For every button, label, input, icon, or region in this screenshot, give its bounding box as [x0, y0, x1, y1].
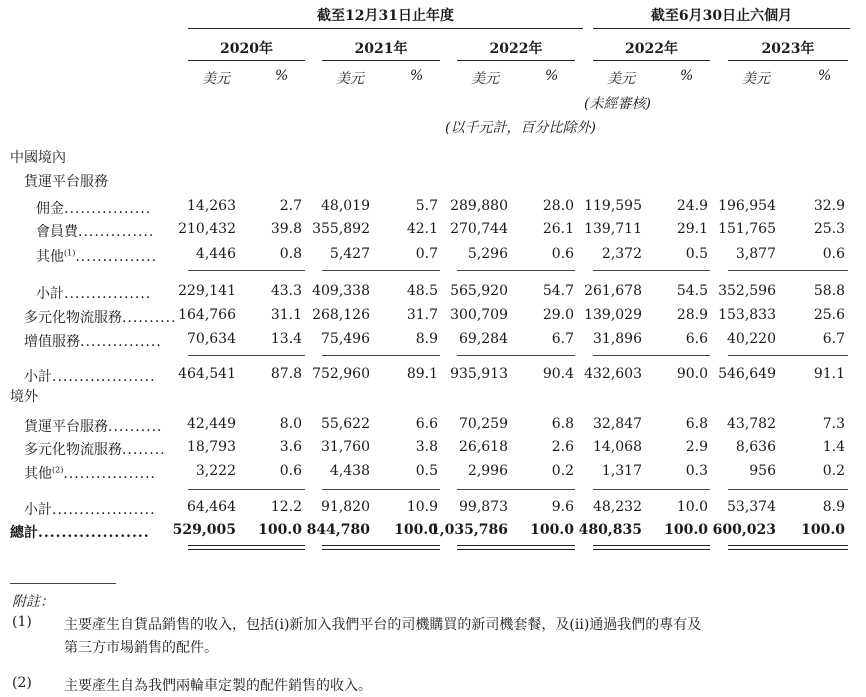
percent-cell: 6.8 [685, 416, 708, 432]
total-double-rule [728, 545, 848, 550]
amount-cell: 14,068 [593, 439, 642, 455]
leader-dots: ................... [38, 525, 150, 541]
amount-cell: 844,780 [306, 522, 370, 538]
unit-pct-label: % [818, 68, 832, 84]
section-domestic: 中國境內 [10, 150, 66, 166]
footnote-2-text: 主要產生自為我們兩輪車定製的配件銷售的收入。 [64, 678, 372, 694]
amount-cell: 289,880 [450, 198, 508, 214]
leader-dots: ................... [52, 502, 156, 518]
row-label [36, 221, 154, 241]
amount-cell: 26,618 [459, 439, 508, 455]
footnote-separator [10, 583, 116, 584]
percent-cell: 89.1 [406, 366, 438, 382]
amount-cell: 18,793 [187, 439, 236, 455]
percent-cell: 87.8 [270, 366, 302, 382]
amount-cell: 2,372 [601, 246, 642, 262]
amount-cell: 69,284 [459, 331, 508, 347]
subtotal-rule [728, 489, 848, 490]
subtotal-rule [728, 270, 848, 271]
percent-cell: 5.7 [415, 198, 438, 214]
percent-cell: 1.4 [822, 439, 845, 455]
footnote-2-mark: (2) [12, 675, 32, 691]
amount-cell: 31,896 [593, 331, 642, 347]
percent-cell: 7.3 [822, 416, 845, 432]
subtotal-rule [322, 270, 440, 271]
amount-cell: 4,438 [329, 463, 370, 479]
amount-cell: 600,023 [712, 522, 776, 538]
percent-cell: 9.6 [551, 499, 574, 515]
percent-cell: 0.8 [279, 246, 302, 262]
amount-cell: 1,035,786 [430, 522, 508, 538]
period-header-half-year-rule [593, 28, 850, 29]
subtotal-rule [322, 355, 440, 356]
row-label-text: 其他 [24, 466, 52, 482]
amount-cell: 70,259 [459, 416, 508, 432]
percent-cell: 6.7 [822, 331, 845, 347]
leader-dots: ................ [64, 286, 152, 302]
amount-cell: 565,920 [450, 283, 508, 299]
year-header-rule [593, 60, 710, 61]
amount-cell: 261,678 [584, 283, 642, 299]
percent-cell: 3.6 [279, 439, 302, 455]
percent-cell: 6.7 [551, 331, 574, 347]
percent-cell: 0.6 [551, 246, 574, 262]
amount-cell: 8,636 [735, 439, 776, 455]
percent-cell: 10.0 [676, 499, 708, 515]
percent-cell: 28.0 [542, 198, 574, 214]
percent-cell: 43.3 [270, 283, 302, 299]
row-label-text: 貨運平台服務 [24, 419, 108, 435]
amount-cell: 480,835 [578, 522, 642, 538]
unit-pct-label: % [680, 68, 694, 84]
percent-cell: 39.8 [270, 221, 302, 237]
amount-cell: 956 [749, 463, 776, 479]
unit-usd-label: 美元 [471, 71, 499, 87]
percent-cell: 0.2 [822, 463, 845, 479]
total-double-rule [188, 545, 305, 550]
total-double-rule [322, 545, 440, 550]
amount-cell: 3,877 [735, 246, 776, 262]
amount-cell: 752,960 [312, 366, 370, 382]
percent-cell: 90.4 [542, 366, 574, 382]
footnote-ref: (2) [52, 465, 64, 475]
percent-cell: 0.5 [685, 246, 708, 262]
row-label [36, 198, 151, 218]
amount-cell: 210,432 [178, 221, 236, 237]
percent-cell: 8.9 [415, 331, 438, 347]
unit-usd-label: 美元 [336, 71, 364, 87]
amount-cell: 43,782 [727, 416, 776, 432]
leader-dots: ................... [52, 369, 156, 385]
row-label-text: 佣金 [36, 201, 64, 217]
section-overseas: 境外 [10, 389, 38, 405]
amount-cell: 268,126 [312, 307, 370, 323]
amount-cell: 352,596 [718, 283, 776, 299]
percent-cell: 31.1 [270, 307, 302, 323]
amount-cell: 139,711 [584, 221, 642, 237]
percent-cell: 100.0 [801, 522, 845, 538]
footnote-1-mark: (1) [12, 614, 32, 630]
row-label-text: 增值服務 [24, 334, 80, 350]
year-header: 2022年 [489, 41, 543, 57]
amount-cell: 229,141 [178, 283, 236, 299]
amount-cell: 300,709 [450, 307, 508, 323]
year-header: 2021年 [354, 41, 408, 57]
subtotal-rule [188, 270, 305, 271]
unit-pct-label: % [410, 68, 424, 84]
subtotal-rule [593, 355, 710, 356]
percent-cell: 90.0 [676, 366, 708, 382]
percent-cell: 91.1 [813, 366, 845, 382]
amount-cell: 355,892 [312, 221, 370, 237]
row-label [24, 416, 163, 436]
row-label [36, 246, 157, 266]
percent-cell: 25.6 [813, 307, 845, 323]
unaudited-note: (未經審核) [584, 96, 651, 112]
percent-cell: 42.1 [406, 221, 438, 237]
amount-cell: 48,232 [593, 499, 642, 515]
percent-cell: 8.9 [822, 499, 845, 515]
amount-cell: 164,766 [178, 307, 236, 323]
row-label-text: 小計 [24, 502, 52, 518]
amount-cell: 2,996 [467, 463, 508, 479]
amount-cell: 270,744 [450, 221, 508, 237]
year-header: 2023年 [761, 41, 815, 57]
units-note: (以千元計，百分比除外) [445, 120, 596, 136]
period-header-half-year: 截至6月30日止六個月 [650, 8, 793, 24]
percent-cell: 12.2 [270, 499, 302, 515]
leader-dots: .............. [78, 224, 155, 240]
amount-cell: 5,427 [329, 246, 370, 262]
row-label-text: 其他 [36, 249, 64, 265]
percent-cell: 0.2 [551, 463, 574, 479]
footnote-1-text-cont: 第三方市場銷售的配件。 [64, 640, 218, 656]
amount-cell: 64,464 [187, 499, 236, 515]
section-freight-platform: 貨運平台服務 [24, 174, 108, 190]
year-header-rule [322, 60, 440, 61]
percent-cell: 29.0 [542, 307, 574, 323]
total-double-rule [593, 545, 710, 550]
leader-dots: ............... [80, 334, 162, 350]
amount-cell: 55,622 [321, 416, 370, 432]
percent-cell: 58.8 [813, 283, 845, 299]
row-label-text: 小計 [36, 286, 64, 302]
row-label [10, 522, 150, 542]
row-label [24, 463, 156, 483]
percent-cell: 13.4 [270, 331, 302, 347]
subtotal-rule [188, 355, 305, 356]
subtotal-rule [593, 270, 710, 271]
percent-cell: 0.6 [279, 463, 302, 479]
amount-cell: 14,263 [187, 198, 236, 214]
amount-cell: 91,820 [321, 499, 370, 515]
percent-cell: 0.7 [415, 246, 438, 262]
amount-cell: 119,595 [584, 198, 642, 214]
amount-cell: 151,765 [718, 221, 776, 237]
amount-cell: 529,005 [172, 522, 236, 538]
leader-dots: ................. [63, 466, 156, 482]
amount-cell: 432,603 [584, 366, 642, 382]
unit-pct-label: % [545, 68, 559, 84]
percent-cell: 10.9 [406, 499, 438, 515]
subtotal-rule [457, 489, 575, 490]
amount-cell: 53,374 [727, 499, 776, 515]
percent-cell: 8.0 [279, 416, 302, 432]
amount-cell: 4,446 [195, 246, 236, 262]
amount-cell: 139,029 [584, 307, 642, 323]
percent-cell: 0.6 [822, 246, 845, 262]
row-label [24, 366, 156, 386]
amount-cell: 48,019 [321, 198, 370, 214]
percent-cell: 0.5 [415, 463, 438, 479]
amount-cell: 31,760 [321, 439, 370, 455]
amount-cell: 32,847 [593, 416, 642, 432]
year-header-rule [188, 60, 305, 61]
percent-cell: 32.9 [813, 198, 845, 214]
leader-dots: ........ [122, 442, 166, 458]
amount-cell: 1,317 [601, 463, 642, 479]
percent-cell: 100.0 [664, 522, 708, 538]
row-label [36, 283, 151, 303]
percent-cell: 28.9 [676, 307, 708, 323]
percent-cell: 31.7 [406, 307, 438, 323]
subtotal-rule [188, 489, 305, 490]
percent-cell: 100.0 [394, 522, 438, 538]
amount-cell: 70,634 [187, 331, 236, 347]
year-header-rule [728, 60, 848, 61]
leader-dots: .......... [108, 419, 163, 435]
percent-cell: 2.6 [551, 439, 574, 455]
percent-cell: 3.8 [415, 439, 438, 455]
row-label-text: 多元化物流服務 [24, 442, 122, 458]
unit-usd-label: 美元 [202, 71, 230, 87]
footnote-heading: 附註： [12, 594, 54, 610]
amount-cell: 75,496 [321, 331, 370, 347]
percent-cell: 24.9 [676, 198, 708, 214]
percent-cell: 48.5 [406, 283, 438, 299]
footnote-ref: (1) [64, 248, 76, 258]
unit-usd-label: 美元 [742, 71, 770, 87]
percent-cell: 54.5 [676, 283, 708, 299]
year-header-rule [457, 60, 575, 61]
percent-cell: 26.1 [542, 221, 574, 237]
amount-cell: 40,220 [727, 331, 776, 347]
subtotal-rule [728, 355, 848, 356]
row-label-text: 小計 [24, 369, 52, 385]
row-label-text: 會員費 [36, 224, 78, 240]
percent-cell: 2.9 [685, 439, 708, 455]
subtotal-rule [457, 355, 575, 356]
subtotal-rule [322, 489, 440, 490]
amount-cell: 42,449 [187, 416, 236, 432]
unit-pct-label: % [275, 68, 289, 84]
amount-cell: 196,954 [718, 198, 776, 214]
row-label-text: 多元化物流服務 [24, 310, 122, 326]
amount-cell: 409,338 [312, 283, 370, 299]
leader-dots: .......... [122, 310, 177, 326]
percent-cell: 6.6 [685, 331, 708, 347]
amount-cell: 99,873 [459, 499, 508, 515]
unit-usd-label: 美元 [607, 71, 635, 87]
leader-dots: ................ [64, 201, 152, 217]
percent-cell: 2.7 [279, 198, 302, 214]
row-label-text: 總計 [10, 525, 38, 541]
leader-dots: ............... [75, 249, 158, 265]
amount-cell: 153,833 [718, 307, 776, 323]
footnote-1-text: 主要產生自貨品銷售的收入，包括(i)新加入我們平台的司機購買的新司機套餐，及(ii)通過我們的專有及 [64, 617, 702, 633]
percent-cell: 100.0 [530, 522, 574, 538]
percent-cell: 6.8 [551, 416, 574, 432]
period-header-fiscal-year: 截至12月31日止年度 [317, 8, 454, 24]
period-header-fiscal-year-rule [188, 28, 583, 29]
amount-cell: 935,913 [450, 366, 508, 382]
percent-cell: 0.3 [685, 463, 708, 479]
percent-cell: 29.1 [676, 221, 708, 237]
percent-cell: 25.3 [813, 221, 845, 237]
percent-cell: 54.7 [542, 283, 574, 299]
subtotal-rule [457, 270, 575, 271]
total-double-rule [457, 545, 575, 550]
year-header: 2022年 [625, 41, 678, 57]
row-label [24, 499, 156, 519]
amount-cell: 3,222 [195, 463, 236, 479]
percent-cell: 6.6 [415, 416, 438, 432]
amount-cell: 464,541 [178, 366, 236, 382]
amount-cell: 546,649 [718, 366, 776, 382]
percent-cell: 100.0 [258, 522, 302, 538]
row-label [24, 439, 166, 459]
subtotal-rule [593, 489, 710, 490]
amount-cell: 5,296 [467, 246, 508, 262]
year-header: 2020年 [220, 41, 273, 57]
row-label [24, 331, 162, 351]
